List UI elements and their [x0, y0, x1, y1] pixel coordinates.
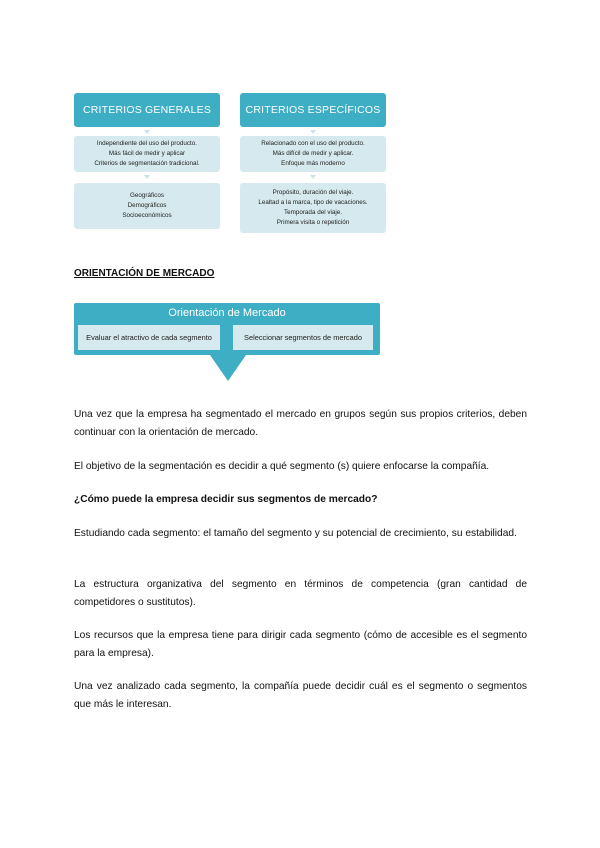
paragraph: Una vez analizado cada segmento, la compañía puede decidir cuál es el segmento o segmentos que más le interesan.	[74, 681, 527, 710]
down-arrow-icon	[210, 355, 246, 381]
criteria-specific-description	[240, 136, 386, 172]
paragraph: La estructura organizativa del segmento en términos de competencia (gran cantidad de competidores o sustitutos).	[74, 579, 527, 608]
question-heading: ¿Cómo puede la empresa decidir sus segmentos de mercado?	[74, 494, 378, 505]
orientation-step-evaluate: Evaluar el atractivo de cada segmento	[78, 325, 220, 350]
criteria-line: Primera visita o repetición	[276, 219, 350, 226]
criteria-line: Más fácil de medir y aplicar	[108, 150, 186, 157]
criteria-line: Criterios de segmentación tradicional.	[94, 160, 200, 167]
criteria-specific-examples	[240, 183, 386, 233]
criteria-line: Propósito, duración del viaje.	[272, 189, 354, 196]
criteria-general-column	[74, 93, 220, 229]
paragraph: Estudiando cada segmento: el tamaño del segmento y su potencial de crecimiento, su estabilidad.	[74, 528, 517, 539]
orientation-step-select: Seleccionar segmentos de mercado	[233, 325, 373, 350]
criteria-specific-header: CRITERIOS ESPECÍFICOS	[240, 93, 386, 127]
orientation-diagram	[74, 303, 380, 355]
section-heading: ORIENTACIÓN DE MERCADO	[74, 268, 215, 279]
paragraph: Una vez que la empresa ha segmentado el mercado en grupos según sus propios criterios, deben continuar con la orientación de mercado.	[74, 409, 527, 438]
criteria-line: Demográficos	[127, 202, 167, 209]
criteria-specific-column	[240, 93, 386, 233]
criteria-general-examples	[74, 183, 220, 229]
criteria-line: Geográficos	[130, 192, 164, 199]
down-arrow-icon	[310, 130, 316, 134]
criteria-line: Enfoque más moderno	[281, 160, 345, 167]
orientation-title: Orientación de Mercado	[168, 307, 286, 319]
down-arrow-icon	[310, 175, 316, 179]
down-arrow-icon	[144, 175, 150, 179]
criteria-line: Relacionado con el uso del producto.	[261, 140, 365, 147]
criteria-line: Más difícil de medir y aplicar.	[272, 150, 354, 157]
criteria-line: Lealtad a la marca, tipo de vacaciones.	[258, 199, 368, 206]
criteria-line: Temporada del viaje.	[283, 209, 343, 216]
criteria-line: Independiente del uso del producto.	[96, 140, 198, 147]
criteria-general-description	[74, 136, 220, 172]
criteria-line: Socioeconómicos	[122, 212, 172, 219]
criteria-general-header: CRITERIOS GENERALES	[74, 93, 220, 127]
paragraph: Los recursos que la empresa tiene para dirigir cada segmento (cómo de accesible es el segmento para la empresa).	[74, 630, 527, 659]
down-arrow-icon	[144, 130, 150, 134]
paragraph: El objetivo de la segmentación es decidir a qué segmento (s) quiere enfocarse la compañía.	[74, 461, 490, 472]
